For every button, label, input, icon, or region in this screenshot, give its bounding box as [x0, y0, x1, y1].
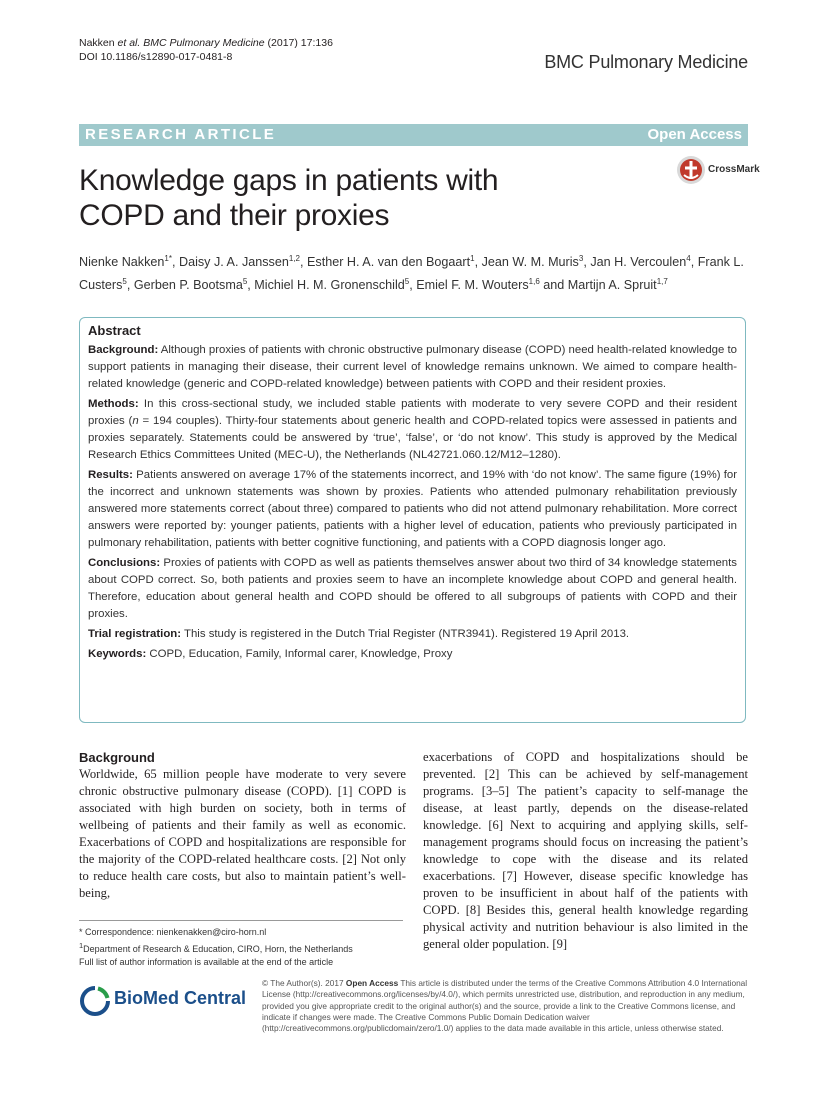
abstract-methods: Methods: In this cross-sectional study, we included stable patients with moderate to very severe COPD and their resident proxies (n = 194 couples). Thirty-four statements about generic health and COPD-related topics were assessed in patients and proxies separately. Statements could be answered by ‘true’, ‘false’, or ‘do not know’. This study is approved by the Medical Research Ethics Committees United (MEC-U), the Netherlands (NL42721.060.12/M12–1280).	[88, 398, 737, 461]
citation-volume: (2017) 17:136	[267, 37, 333, 49]
crossmark-icon	[676, 155, 706, 185]
author: Emiel F. M. Wouters	[416, 278, 529, 293]
biomed-central-icon	[79, 985, 111, 1017]
license-statement: © The Author(s). 2017 Open Access This article is distributed under the terms of the Creative Commons Attribution 4.0 International License (http://creativecommons.org/licenses/by/4.0/), which permits unrestricted use, distribution, and reproduction in any medium, provided you give appropriate credit to the original author(s) and the source, provide a link to the Creative Commons license, and indicate if changes were made. The Creative Commons Public Domain Dedication waiver (http://creativecommons.org/publicdomain/zero/1.0/) applies to the data made available in this article, unless otherwise stated.	[262, 978, 748, 1034]
author: Daisy J. A. Janssen	[178, 255, 289, 270]
abstract-keywords: Keywords: COPD, Education, Family, Informal carer, Knowledge, Proxy	[88, 648, 453, 660]
author: Michiel H. M. Gronenschild	[254, 278, 405, 293]
author-list: Nienke Nakken$^{1*}$, Daisy J. A. Janssen$^{1,2}$, Esther H. A. van den Bogaart$^1$, Jean W. M. Muris$^3$, Jan H. Vercoulen$^4$, Frank L. Custers$^5$, Gerben P. Bootsma$^5$, Michiel H. M. Gronenschild$^5$, Emiel F. M. Wouters$^{1,6}$ and Martijn A. Spruit$^{1,7}$	[79, 254, 744, 293]
author: Nienke Nakken	[79, 255, 165, 270]
abstract-conclusions: Conclusions: Proxies of patients with COPD as well as patients themselves answer about two third of 34 knowledge statements about COPD correct. So, both patients and proxies seem to have an incomplete knowledge about COPD and general health. Therefore, education about general health and COPD should be offered to all subgroups of patients with COPD and their proxies.	[88, 557, 737, 620]
abstract-background: Background: Although proxies of patients with chronic obstructive pulmonary disease (COPD) need health-related knowledge to support patients in managing their disease, their current level of knowledge remains unknown. We aimed to compare health-related knowledge (generic and COPD-related knowledge) between patients with COPD and their resident proxies.	[88, 344, 737, 390]
abstract-heading: Abstract	[88, 323, 141, 338]
body-paragraph: Worldwide, 65 million people have moderate to very severe chronic obstructive pulmonary disease (COPD). [1] COPD is associated with high burden on society, both in terms of wellbeing of patients and their family as well as economic. Exacerbations of COPD and hospitalizations are responsible for the majority of the COPD-related healthcare costs. [2] Not only to reduce health care costs, but also to maintain patient’s well-being,	[79, 767, 406, 900]
citation-line	[79, 36, 333, 64]
author-info-note: Full list of author information is available at the end of the article	[79, 957, 334, 967]
doi[interactable]: DOI 10.1186/s12890-017-0481-8	[79, 51, 233, 63]
author: Gerben P. Bootsma	[133, 278, 243, 293]
biomed-central-logo[interactable]	[79, 985, 249, 1017]
correspondence[interactable]: * Correspondence: nienkenakken@ciro-horn.nl	[79, 927, 267, 937]
publisher-name: BioMed Central	[114, 988, 247, 1008]
author: Jan H. Vercoulen	[590, 255, 687, 270]
crossmark-badge[interactable]	[676, 155, 760, 187]
abstract-results: Results: Patients answered on average 17% of the statements incorrect, and 19% with ‘do not know’. The same figure (19%) for the incorrect and unknown statements was shown by proxies. Patients who attended pulmonary rehabilitation previously answered more statements correct (about three) compared to patients who did not attend pulmonary rehabilitation. More correct answers were reported by: younger patients, patients with a higher level of education, patients who previously participated in pulmonary rehabilitation, patients with better cognitive functioning, and patients with a COPD diagnosis longer ago.	[88, 469, 737, 549]
body-column-right	[423, 749, 748, 953]
abstract-box	[79, 317, 746, 723]
footnote-divider	[79, 920, 403, 921]
body-column-left	[79, 749, 406, 902]
open-access-label[interactable]: Open Access	[647, 126, 742, 143]
journal-name: BMC Pulmonary Medicine	[544, 52, 748, 72]
body-paragraph: exacerbations of COPD and hospitalizations should be prevented. [2] This can be achieved by self-management programs. [3–5] The patient’s capacity to self-manage the disease, at least partly, depends on the disease-related knowledge. [6] Next to acquiring and applying skills, self-management programs should focus on increasing the patient’s knowledge to cope with the disease and its related exacerbations. [7] However, disease specific knowledge has proven to be insufficient in about half of the patients with COPD. [8] Besides this, general health knowledge regarding physical activity and nutrition behaviour is also limited in the general older population. [9]	[423, 750, 748, 951]
author: Jean W. M. Muris	[481, 255, 579, 270]
footnotes	[79, 926, 406, 969]
affiliation: $^1$Department of Research & Education, CIRO, Horn, the Netherlands	[79, 941, 353, 954]
title-line-1: Knowledge gaps in patients with	[79, 164, 499, 197]
article-type-label: RESEARCH ARTICLE	[85, 126, 277, 143]
author: Frank L. Custers	[79, 255, 744, 293]
section-heading-background: Background	[79, 750, 155, 765]
article-title	[79, 163, 599, 233]
author: Martijn A. Spruit	[567, 278, 657, 293]
citation-journal: BMC Pulmonary Medicine	[143, 37, 265, 49]
author: Esther H. A. van den Bogaart	[307, 255, 471, 270]
citation-authors: Nakken	[79, 37, 115, 49]
abstract-trial-registration: Trial registration: This study is registered in the Dutch Trial Register (NTR3941). Registered 19 April 2013.	[88, 628, 630, 640]
crossmark-label: CrossMark	[708, 164, 760, 175]
citation-etal: et al.	[117, 37, 141, 49]
article-type-banner	[79, 124, 748, 146]
title-line-2: COPD and their proxies	[79, 199, 390, 232]
